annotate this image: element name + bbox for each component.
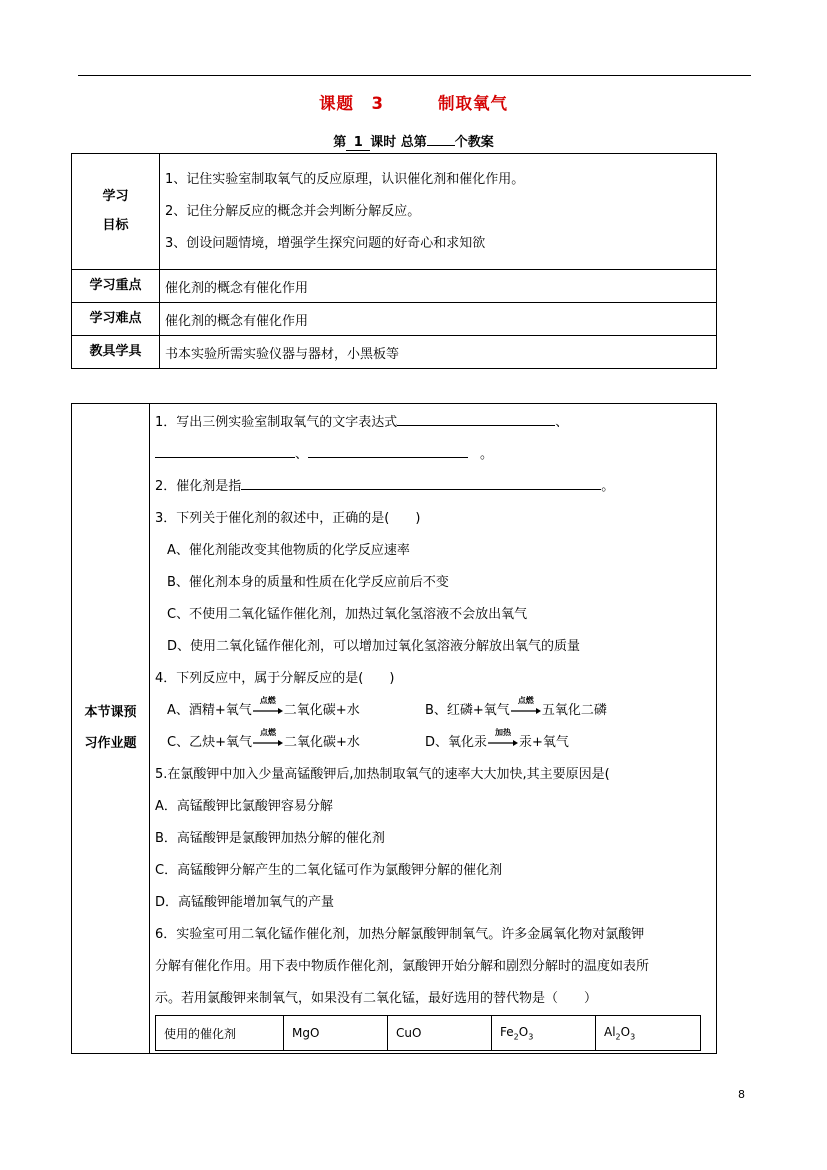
subtitle-prefix: 第: [333, 135, 347, 150]
products: 二氧化碳+水: [283, 735, 360, 750]
subtitle-middle: 课时 总第: [370, 135, 427, 150]
question-2: [155, 471, 716, 503]
goals-content: [160, 154, 717, 270]
focus-label: 学习重点: [72, 270, 160, 303]
reactants: C、乙炔+氧气: [167, 735, 252, 750]
formula-part: O: [620, 1024, 631, 1039]
question-4-options-row: [155, 695, 716, 727]
homework-table: [71, 403, 717, 1054]
lesson-number-blank: 1: [346, 135, 370, 151]
materials-label: 教具学具: [72, 336, 160, 369]
question-3-option: C、不使用二氧化锰作催化剂，加热过氧化氢溶液不会放出氧气: [167, 607, 528, 622]
reaction-arrow: [253, 727, 283, 750]
materials-value: 书本实验所需实验仪器与器材，小黑板等: [160, 336, 717, 369]
formula-part: O: [518, 1024, 529, 1039]
reaction-condition: 点燃: [517, 695, 534, 705]
reaction-arrow: [488, 727, 518, 750]
catalyst-header: 使用的催化剂: [156, 1016, 284, 1051]
formula-subscript: 2: [513, 1032, 519, 1042]
period: 。: [601, 479, 615, 494]
lesson-subtitle: [0, 131, 827, 151]
question-3-option: D、使用二氧化锰作催化剂，可以增加过氧化氢溶液分解放出氧气的质量: [167, 639, 581, 654]
products: 二氧化碳+水: [283, 703, 360, 718]
separator: 、: [555, 415, 569, 430]
question-4-option-b: [425, 695, 607, 718]
period: 。: [480, 447, 494, 462]
question-3: 3．下列关于催化剂的叙述中，正确的是( ): [155, 511, 421, 526]
goal-item: 1、记住实验室制取氧气的反应原理，认识催化剂和催化作用。: [165, 171, 525, 187]
catalyst-cell: MgO: [284, 1016, 388, 1051]
answer-blank[interactable]: [397, 411, 555, 426]
question-6-line: 分解有催化作用。用下表中物质作催化剂，氯酸钾开始分解和剧烈分解时的温度如表所: [155, 959, 650, 974]
title-topic: 课题 3: [319, 94, 384, 113]
header-rule: [78, 75, 751, 76]
question-1: [155, 407, 716, 439]
page-number: 8: [738, 1088, 745, 1101]
separator: 、: [295, 447, 309, 462]
homework-label-line2: 习作业题: [84, 735, 137, 751]
difficulty-label: 学习难点: [72, 303, 160, 336]
question-5: 5.在氯酸钾中加入少量高锰酸钾后,加热制取氧气的速率大大加快,其主要原因是(: [155, 767, 610, 782]
question-3-option: A、催化剂能改变其他物质的化学反应速率: [167, 543, 410, 558]
question-2-text: 2．催化剂是指: [155, 479, 242, 494]
answer-blank[interactable]: [308, 443, 468, 458]
reactants: D、氧化汞: [425, 735, 488, 750]
arrow-icon: [488, 739, 518, 747]
question-1-text: 1．写出三例实验室制取氧气的文字表达式: [155, 415, 398, 430]
catalyst-cell: CuO: [388, 1016, 492, 1051]
reaction-arrow: [511, 695, 541, 718]
question-3-option: B、催化剂本身的质量和性质在化学反应前后不变: [167, 575, 449, 590]
goals-label: [72, 154, 160, 270]
info-table: [71, 153, 717, 369]
arrow-icon: [253, 739, 283, 747]
question-5-option: C．高锰酸钾分解产生的二氧化锰可作为氯酸钾分解的催化剂: [155, 863, 503, 878]
answer-blank[interactable]: [155, 443, 295, 458]
goal-item: 2、记住分解反应的概念并会判断分解反应。: [165, 203, 421, 219]
arrow-icon: [511, 707, 541, 715]
homework-label-line1: 本节课预: [84, 705, 137, 721]
products: 汞+氧气: [519, 735, 569, 750]
goal-item: 3、创设问题情境，增强学生探究问题的好奇心和求知欲: [165, 235, 486, 251]
total-number-blank: [427, 145, 455, 146]
catalyst-table: [155, 1015, 701, 1051]
title-name: 制取氧气: [437, 94, 508, 113]
arrow-icon: [253, 707, 283, 715]
question-5-option: D．高锰酸钾能增加氧气的产量: [155, 895, 335, 910]
catalyst-cell: [596, 1016, 701, 1051]
question-5-option: B．高锰酸钾是氯酸钾加热分解的催化剂: [155, 831, 385, 846]
question-4: 4．下列反应中，属于分解反应的是( ): [155, 671, 395, 686]
subtitle-suffix: 个教案: [454, 135, 494, 150]
question-4-option-c: [167, 727, 425, 759]
homework-label: [72, 404, 150, 1054]
formula-subscript: 3: [630, 1032, 636, 1042]
goals-label-line2: 目标: [102, 217, 129, 233]
catalyst-cell: [492, 1016, 596, 1051]
difficulty-value: 催化剂的概念有催化作用: [160, 303, 717, 336]
question-6-line: 6．实验室可用二氧化锰作催化剂，加热分解氯酸钾制氧气。许多金属氧化物对氯酸钾: [155, 927, 645, 942]
lesson-title: [0, 90, 827, 114]
formula-part: Fe: [500, 1024, 514, 1039]
reaction-condition: 点燃: [259, 695, 276, 705]
formula-subscript: 3: [528, 1032, 534, 1042]
homework-content: [150, 404, 717, 1054]
answer-blank[interactable]: [241, 475, 601, 490]
products: 五氧化二磷: [541, 703, 607, 718]
goals-label-line1: 学习: [102, 189, 129, 205]
formula-part: Al: [604, 1024, 616, 1039]
reactants: A、酒精+氧气: [167, 703, 252, 718]
question-1-cont: [155, 439, 716, 471]
question-4-option-d: [425, 727, 569, 750]
reaction-arrow: [253, 695, 283, 718]
question-4-options-row: [155, 727, 716, 759]
question-4-option-a: [167, 695, 425, 727]
question-6-line: 示。若用氯酸钾来制氧气，如果没有二氧化锰，最好选用的替代物是（ ）: [155, 991, 598, 1006]
reaction-condition: 加热: [495, 727, 512, 737]
question-5-option: A．高锰酸钾比氯酸钾容易分解: [155, 799, 333, 814]
catalyst-row: [156, 1016, 701, 1051]
focus-value: 催化剂的概念有催化作用: [160, 270, 717, 303]
formula-subscript: 2: [615, 1032, 621, 1042]
reactants: B、红磷+氧气: [425, 703, 510, 718]
reaction-condition: 点燃: [259, 727, 276, 737]
